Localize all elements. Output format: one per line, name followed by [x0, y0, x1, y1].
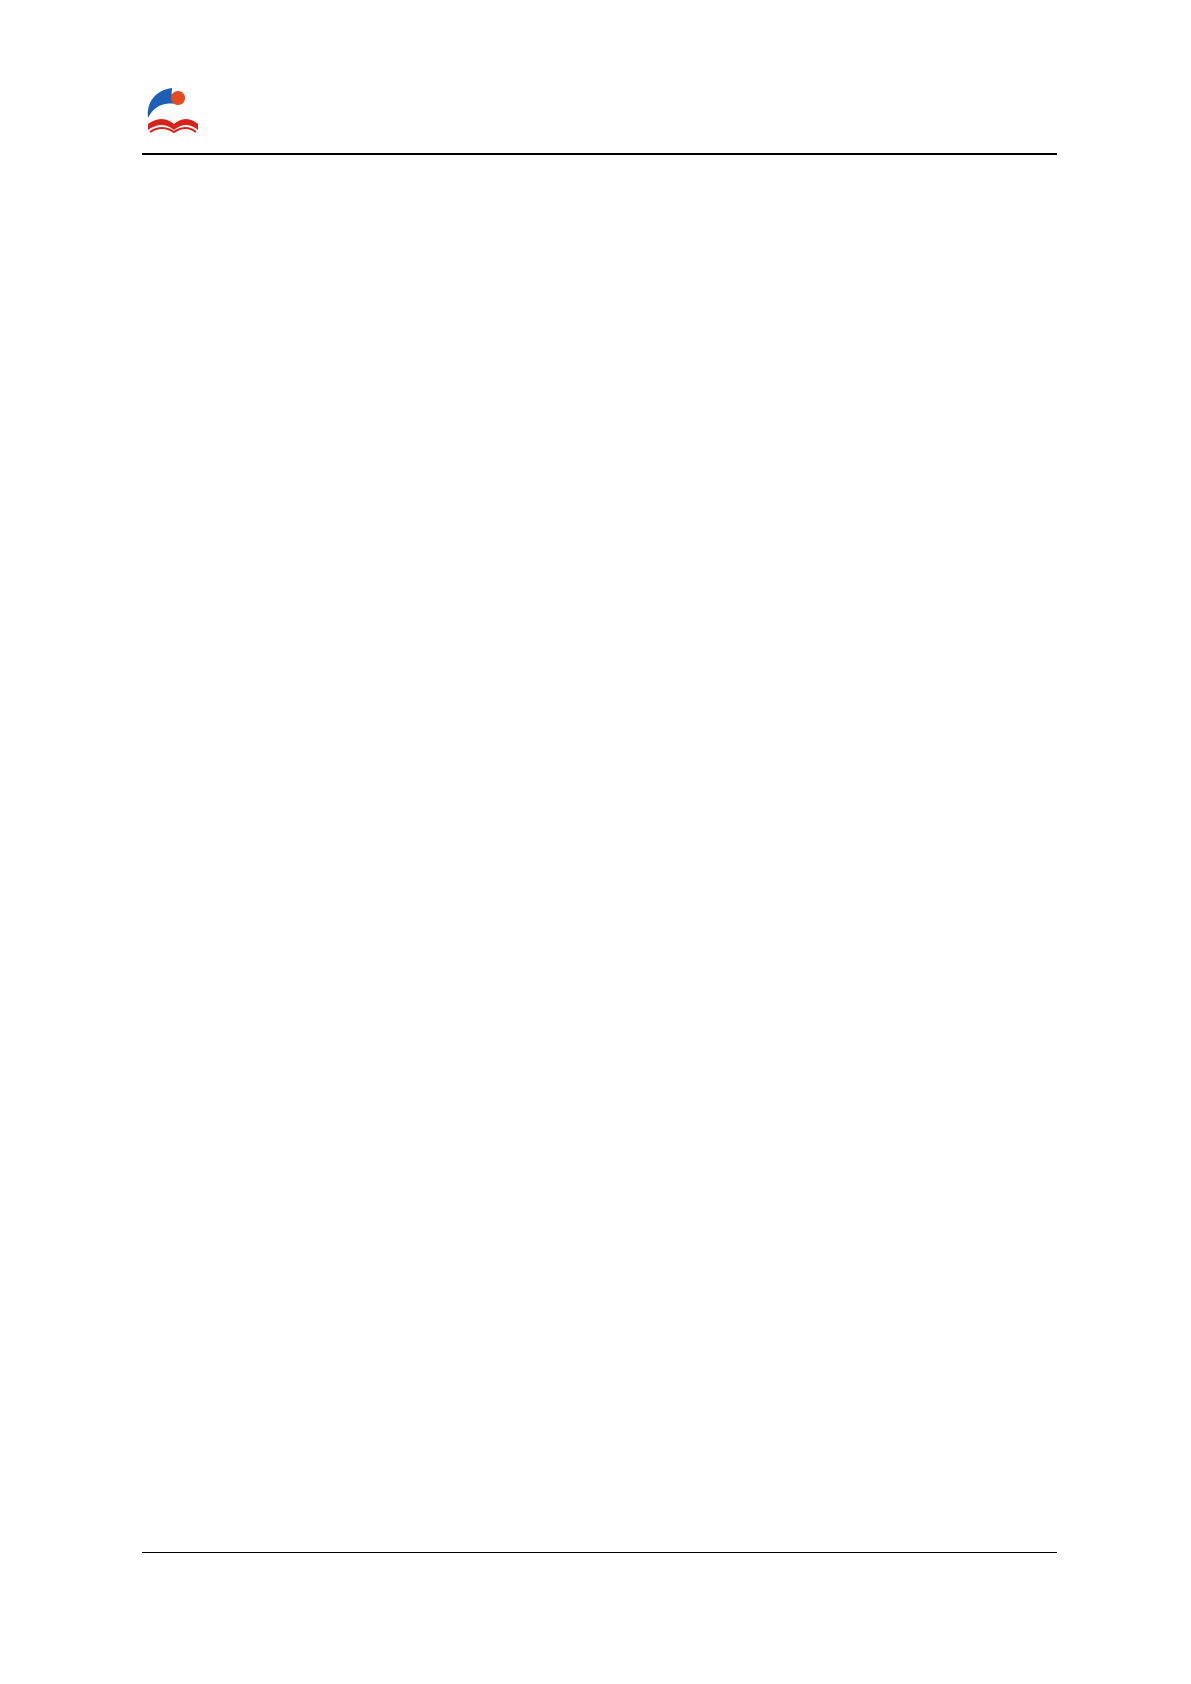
header-divider	[142, 153, 1057, 155]
footer-divider	[142, 1552, 1057, 1553]
logo-emblem-icon	[142, 84, 202, 144]
page-header	[142, 78, 1057, 156]
company-logo	[142, 84, 322, 144]
